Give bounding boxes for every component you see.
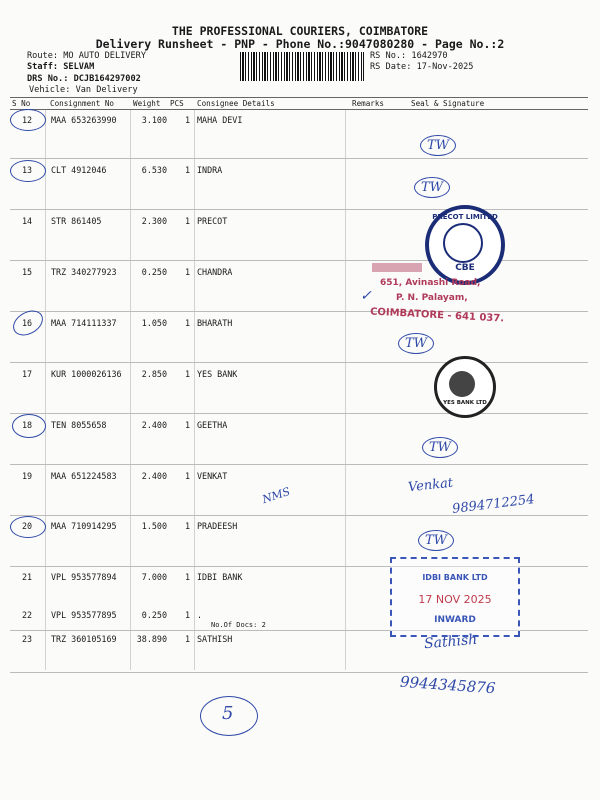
check-mark: ✓ <box>360 288 372 304</box>
header-rule-top <box>10 97 588 98</box>
row-consignee: YES BANK <box>197 369 238 379</box>
stamp-inner-seal <box>449 371 475 397</box>
handwritten-circle <box>10 160 46 182</box>
idbi-stamp-name: IDBI BANK LTD <box>422 573 488 582</box>
row-consignment: TRZ 360105169 <box>51 634 117 644</box>
row-consignee: PRECOT <box>197 216 228 226</box>
row-sno: 18 <box>22 420 33 430</box>
precot-stamp <box>425 205 505 285</box>
row-consignee: SATHISH <box>197 634 233 644</box>
row-consignment: MAA 714111337 <box>51 318 117 328</box>
row-pcs: 1 <box>184 634 190 644</box>
row-divider <box>10 158 588 159</box>
col-sno: S No <box>12 99 31 108</box>
signature-initials: TW <box>418 530 454 551</box>
row-consignee: CHANDRA <box>197 267 233 277</box>
row-pcs: 1 <box>184 318 190 328</box>
handwritten-circle <box>10 109 46 131</box>
row-sno: 17 <box>22 369 33 379</box>
row-weight: 0.250 <box>141 610 167 620</box>
row-sno: 19 <box>22 471 33 481</box>
row-weight: 2.400 <box>141 420 167 430</box>
col-pcs: PCS <box>170 99 184 108</box>
handwritten-remark: NMS <box>260 484 292 507</box>
row-sno: 21 <box>22 572 33 582</box>
row-sno: 23 <box>22 634 33 644</box>
row-consignment: CLT 4912046 <box>51 165 107 175</box>
handwritten-phone: 9944345876 <box>399 672 496 698</box>
row-weight: 6.530 <box>141 165 167 175</box>
grid-line <box>45 110 46 670</box>
row-divider <box>10 413 588 414</box>
row-sno: 16 <box>22 318 33 328</box>
signature-initials: TW <box>422 437 458 458</box>
row-weight: 0.250 <box>141 267 167 277</box>
row-consignment: VPL 953577895 <box>51 610 117 620</box>
row-pcs: 1 <box>184 267 190 277</box>
row-sno: 22 <box>22 610 33 620</box>
row-consignee: PRADEESH <box>197 521 238 531</box>
row-weight: 7.000 <box>141 572 167 582</box>
signature-initials: TW <box>414 177 450 198</box>
row-consignee: GEETHA <box>197 420 228 430</box>
row-consignment: STR 861405 <box>51 216 102 226</box>
row-weight: 38.890 <box>136 634 167 644</box>
row-consignee: VENKAT <box>197 471 228 481</box>
row-pcs: 1 <box>184 165 190 175</box>
handwritten-circle <box>12 414 46 438</box>
row-divider <box>10 515 588 516</box>
row-consignee: IDBI BANK <box>197 572 243 582</box>
col-consignment: Consignment No <box>50 99 115 108</box>
stamp-bottom-text: CBE <box>455 263 475 273</box>
grid-line <box>130 110 131 670</box>
handwritten-signature: Sathish <box>423 631 478 653</box>
row-sno: 13 <box>22 165 33 175</box>
row-consignment: VPL 953577894 <box>51 572 117 582</box>
staff-label: Staff: SELVAM <box>27 62 95 72</box>
row-pcs: 1 <box>184 369 190 379</box>
row-consignment: MAA 653263990 <box>51 115 117 125</box>
row-weight: 2.850 <box>141 369 167 379</box>
drs-label: DRS No.: DCJB164297002 <box>27 74 141 84</box>
row-pcs: 1 <box>184 216 190 226</box>
col-seal: Seal & Signature <box>411 99 485 108</box>
row-consignment: KUR 1000026136 <box>51 369 122 379</box>
row-pcs: 1 <box>184 521 190 531</box>
address-stamp-line: P. N. Palayam, <box>396 293 468 303</box>
row-sno: 14 <box>22 216 33 226</box>
signature-initials: TW <box>420 135 456 156</box>
row-pcs: 1 <box>184 115 190 125</box>
row-divider <box>10 464 588 465</box>
idbi-stamp-date: 17 NOV 2025 <box>418 593 492 606</box>
grid-line <box>345 110 346 670</box>
row-consignment: TRZ 340277923 <box>51 267 117 277</box>
address-stamp-line: COIMBATORE - 641 037. <box>369 306 505 325</box>
handwritten-circle <box>10 516 46 538</box>
address-stamp-line: 651, Avinashi Road, <box>380 278 481 288</box>
row-pcs: 1 <box>184 471 190 481</box>
row-sno: 20 <box>22 521 33 531</box>
row-consignment: TEN 8055658 <box>51 420 107 430</box>
row-consignee: MAHA DEVI <box>197 115 243 125</box>
rs-date-label: RS Date: 17-Nov-2025 <box>370 62 474 72</box>
row-weight: 1.050 <box>141 318 167 328</box>
stamp-smudge <box>372 263 422 272</box>
grid-line <box>194 110 195 670</box>
row-divider <box>10 672 588 673</box>
col-consignee: Consignee Details <box>197 99 275 108</box>
route-label: Route: MO AUTO DELIVERY <box>27 51 146 61</box>
col-weight: Weight <box>133 99 161 108</box>
handwritten-signature: Venkat <box>407 475 454 496</box>
col-remarks: Remarks <box>352 99 385 108</box>
row-consignee: INDRA <box>197 165 223 175</box>
row-pcs: 1 <box>184 572 190 582</box>
row-divider <box>10 209 588 210</box>
company-title: THE PROFESSIONAL COURIERS, COIMBATORE <box>171 24 429 38</box>
row-consignee: . <box>197 610 203 620</box>
row-divider <box>10 311 588 312</box>
idbi-stamp-inward: INWARD <box>434 615 476 625</box>
row-weight: 1.500 <box>141 521 167 531</box>
header-rule-bottom <box>10 109 588 110</box>
stamp-text: YES BANK LTD <box>443 400 487 406</box>
docs-note: No.Of Docs: 2 <box>211 621 266 629</box>
row-weight: 2.400 <box>141 471 167 481</box>
handwritten-phone: 9894712254 <box>451 492 536 517</box>
idbi-stamp <box>390 557 520 637</box>
rs-no-label: RS No.: 1642970 <box>370 51 448 61</box>
page-total: 5 <box>222 703 234 724</box>
row-sno: 15 <box>22 267 33 277</box>
runsheet-subtitle: Delivery Runsheet - PNP - Phone No.:9047080280 - Page No.:2 <box>95 37 505 51</box>
stamp-top-text: PRECOT LIMITED <box>432 213 498 221</box>
row-consignment: MAA 710914295 <box>51 521 117 531</box>
vehicle-label: Vehicle: Van Delivery <box>29 85 138 95</box>
yesbank-stamp <box>434 356 496 418</box>
row-sno: 12 <box>22 115 33 125</box>
row-divider <box>10 362 588 363</box>
row-pcs: 1 <box>184 610 190 620</box>
row-pcs: 1 <box>184 420 190 430</box>
row-weight: 3.100 <box>141 115 167 125</box>
row-consignee: BHARATH <box>197 318 233 328</box>
row-consignment: MAA 651224583 <box>51 471 117 481</box>
barcode <box>240 52 364 81</box>
row-weight: 2.300 <box>141 216 167 226</box>
stamp-inner-ring <box>443 223 483 263</box>
signature-initials: TW <box>398 333 434 354</box>
